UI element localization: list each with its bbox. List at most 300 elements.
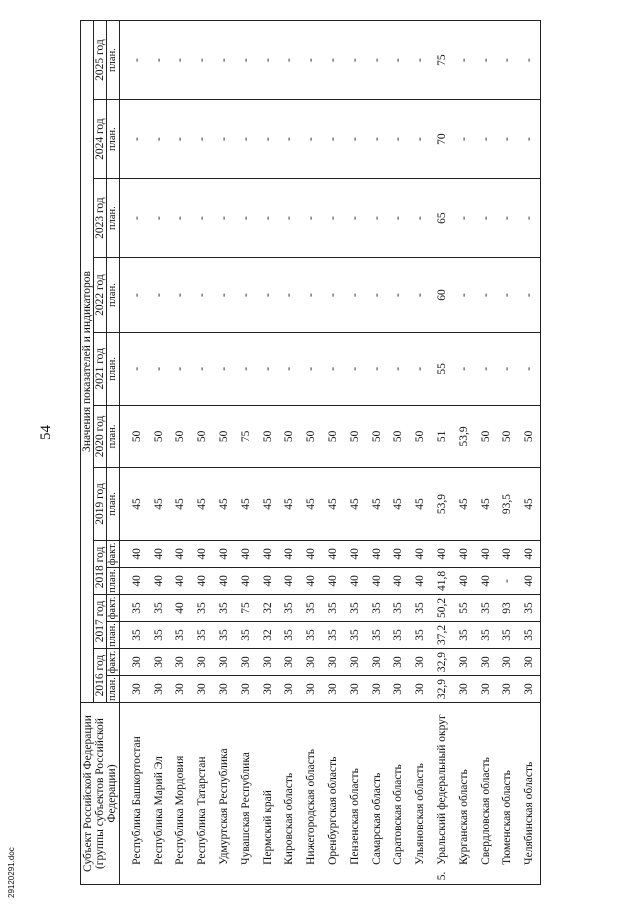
value-cell: 30 — [213, 676, 235, 703]
row-index — [300, 868, 322, 885]
value-cell: - — [475, 100, 497, 179]
value-cell: 40 — [148, 540, 170, 567]
row-index — [344, 868, 366, 885]
table-row — [344, 21, 366, 885]
value-cell: 35 — [126, 621, 148, 648]
value-cell: - — [344, 21, 366, 100]
value-cell: 35 — [409, 594, 431, 621]
table-row — [366, 21, 388, 885]
value-cell: 40 — [366, 567, 388, 594]
plan-header: план. — [107, 258, 120, 333]
value-cell: 40 — [409, 540, 431, 567]
fact-header: факт. — [107, 594, 120, 621]
value-cell: - — [409, 332, 431, 405]
value-cell: 40 — [213, 540, 235, 567]
row-index — [191, 868, 213, 885]
indicators-table — [80, 20, 541, 885]
value-cell: 35 — [453, 621, 475, 648]
table-row — [235, 21, 257, 885]
value-cell: 30 — [344, 649, 366, 676]
value-cell: 40 — [518, 567, 540, 594]
value-cell: - — [191, 258, 213, 333]
value-cell: 35 — [475, 594, 497, 621]
value-cell: 40 — [475, 567, 497, 594]
value-cell: 30 — [170, 649, 192, 676]
value-cell: - — [497, 21, 519, 100]
value-cell: 40 — [300, 567, 322, 594]
table-row — [431, 21, 453, 885]
value-cell: 40 — [170, 567, 192, 594]
value-cell: 40 — [300, 540, 322, 567]
year-header: 2016 год — [94, 649, 107, 703]
value-cell: - — [279, 100, 301, 179]
plan-header: план. — [107, 100, 120, 179]
value-cell: 35 — [366, 621, 388, 648]
value-cell: 30 — [257, 649, 279, 676]
value-cell: 40 — [366, 540, 388, 567]
value-cell: 40 — [453, 567, 475, 594]
value-cell: 30 — [279, 649, 301, 676]
table-row — [300, 21, 322, 885]
value-cell: - — [518, 100, 540, 179]
value-cell: 32,9 — [431, 676, 453, 703]
table-row — [213, 21, 235, 885]
value-cell: 30 — [279, 676, 301, 703]
row-index — [497, 868, 519, 885]
value-cell: 30 — [518, 649, 540, 676]
value-cell: 45 — [300, 468, 322, 541]
value-cell: 55 — [431, 332, 453, 405]
table-row — [170, 21, 192, 885]
value-cell: 30 — [126, 676, 148, 703]
value-cell: - — [170, 100, 192, 179]
value-cell: 50 — [279, 405, 301, 467]
value-cell: - — [257, 21, 279, 100]
value-cell: - — [344, 100, 366, 179]
value-cell: - — [126, 258, 148, 333]
plan-header: план. — [107, 623, 118, 647]
value-cell: - — [170, 179, 192, 258]
subject-name: Чувашская Республика — [235, 703, 257, 868]
subject-name: Оренбургская область — [322, 703, 344, 868]
value-cell: 50 — [257, 405, 279, 467]
value-cell: - — [213, 21, 235, 100]
year-header: 2020 год — [94, 405, 107, 467]
value-cell: 50 — [148, 405, 170, 467]
subject-name: Республика Башкортостан — [126, 703, 148, 868]
value-cell: 40 — [148, 567, 170, 594]
value-cell: - — [300, 21, 322, 100]
value-cell: 40 — [170, 594, 192, 621]
value-cell: 35 — [279, 594, 301, 621]
value-cell: 30 — [497, 676, 519, 703]
value-cell: - — [388, 21, 410, 100]
subject-name: Челябинская область — [518, 703, 540, 868]
value-cell: - — [257, 179, 279, 258]
value-cell: 30 — [409, 676, 431, 703]
value-cell: - — [213, 100, 235, 179]
subject-name: Кировская область — [279, 703, 301, 868]
value-cell: 93,5 — [497, 468, 519, 541]
value-cell: 40 — [388, 540, 410, 567]
value-cell: 40 — [257, 567, 279, 594]
year-header: 2024 год — [94, 100, 107, 179]
value-cell: 65 — [431, 179, 453, 258]
subject-name: Ульяновская область — [409, 703, 431, 868]
value-cell: - — [409, 179, 431, 258]
value-cell: 40 — [279, 567, 301, 594]
value-cell: - — [366, 21, 388, 100]
value-cell: 40 — [322, 567, 344, 594]
table-row — [279, 21, 301, 885]
value-cell: - — [322, 179, 344, 258]
value-cell: - — [409, 258, 431, 333]
row-index: 5. — [431, 868, 453, 885]
table-row — [257, 21, 279, 885]
value-cell: - — [170, 332, 192, 405]
value-cell: 35 — [322, 621, 344, 648]
value-cell: - — [322, 21, 344, 100]
value-cell: - — [453, 179, 475, 258]
year-header: 2019 год — [94, 468, 107, 541]
value-cell: - — [475, 332, 497, 405]
value-cell: - — [191, 21, 213, 100]
value-cell: 30 — [409, 649, 431, 676]
value-cell: 30 — [366, 649, 388, 676]
value-cell: 35 — [213, 594, 235, 621]
page-number: 54 — [38, 425, 54, 440]
value-cell: 35 — [322, 594, 344, 621]
value-cell: 45 — [518, 468, 540, 541]
value-cell: - — [257, 258, 279, 333]
row-index — [213, 868, 235, 885]
table-row — [409, 21, 431, 885]
value-cell: 45 — [409, 468, 431, 541]
value-cell: 30 — [213, 649, 235, 676]
value-cell: - — [366, 258, 388, 333]
value-cell: - — [388, 100, 410, 179]
value-cell: - — [453, 100, 475, 179]
value-cell: - — [148, 258, 170, 333]
indicators-group-header: Значения показателей и индикаторов — [81, 21, 94, 703]
value-cell: 41,8 — [431, 567, 453, 594]
value-cell: - — [475, 258, 497, 333]
value-cell: - — [453, 332, 475, 405]
value-cell: - — [322, 332, 344, 405]
row-index — [453, 868, 475, 885]
value-cell: 30 — [388, 676, 410, 703]
value-cell: 40 — [409, 567, 431, 594]
value-cell: - — [279, 258, 301, 333]
value-cell: - — [257, 100, 279, 179]
value-cell: - — [257, 332, 279, 405]
value-cell: 50,2 — [431, 594, 453, 621]
value-cell: 32 — [257, 621, 279, 648]
value-cell: - — [213, 332, 235, 405]
value-cell: 37,2 — [431, 621, 453, 648]
value-cell: 35 — [388, 594, 410, 621]
value-cell: - — [409, 21, 431, 100]
value-cell: 32,9 — [431, 649, 453, 676]
value-cell: - — [300, 258, 322, 333]
value-cell: 50 — [475, 405, 497, 467]
year-header: 2025 год — [94, 21, 107, 100]
value-cell: - — [344, 332, 366, 405]
value-cell: 35 — [300, 594, 322, 621]
value-cell: - — [366, 179, 388, 258]
row-index — [279, 868, 301, 885]
value-cell: 30 — [191, 676, 213, 703]
subject-name: Самарская область — [366, 703, 388, 868]
value-cell: - — [409, 100, 431, 179]
value-cell: 45 — [257, 468, 279, 541]
table-row — [322, 21, 344, 885]
value-cell: 45 — [235, 468, 257, 541]
value-cell: 35 — [279, 621, 301, 648]
fact-header: факт. — [107, 540, 120, 567]
table-body — [120, 21, 541, 885]
value-cell: - — [279, 21, 301, 100]
value-cell: - — [322, 100, 344, 179]
fact-header: факт. — [107, 649, 120, 676]
value-cell: - — [366, 332, 388, 405]
value-cell: - — [235, 21, 257, 100]
value-cell: 50 — [170, 405, 192, 467]
value-cell: - — [148, 100, 170, 179]
value-cell: 35 — [148, 621, 170, 648]
value-cell: - — [344, 258, 366, 333]
value-cell: 45 — [170, 468, 192, 541]
table-row — [475, 21, 497, 885]
value-cell: 50 — [213, 405, 235, 467]
value-cell: 50 — [191, 405, 213, 467]
value-cell: - — [453, 21, 475, 100]
subject-name: Нижегородская область — [300, 703, 322, 868]
value-cell: 50 — [366, 405, 388, 467]
value-cell: - — [518, 258, 540, 333]
value-cell: 50 — [126, 405, 148, 467]
subject-name: Свердловская область — [475, 703, 497, 868]
value-cell: 60 — [431, 258, 453, 333]
value-cell: 40 — [191, 540, 213, 567]
value-cell: - — [453, 258, 475, 333]
subject-column-header: Субъект Российской Федерации (группы субъектов Российской Федерации) — [81, 703, 120, 885]
value-cell: 30 — [300, 676, 322, 703]
value-cell: 30 — [322, 649, 344, 676]
value-cell: 45 — [213, 468, 235, 541]
value-cell: 45 — [279, 468, 301, 541]
value-cell: 40 — [235, 567, 257, 594]
value-cell: 30 — [453, 676, 475, 703]
value-cell: 30 — [235, 649, 257, 676]
table-row — [453, 21, 475, 885]
value-cell: - — [126, 100, 148, 179]
table-row — [388, 21, 410, 885]
value-cell: 45 — [191, 468, 213, 541]
subject-name: Республика Татарстан — [191, 703, 213, 868]
value-cell: - — [497, 258, 519, 333]
value-cell: 75 — [431, 21, 453, 100]
plan-header: план. — [107, 179, 120, 258]
value-cell: 45 — [475, 468, 497, 541]
value-cell: 35 — [300, 621, 322, 648]
value-cell: 45 — [322, 468, 344, 541]
value-cell: - — [518, 332, 540, 405]
value-cell: 50 — [344, 405, 366, 467]
value-cell: 35 — [366, 594, 388, 621]
value-cell: - — [148, 21, 170, 100]
subject-name: Уральский федеральный округ — [431, 703, 453, 868]
value-cell: 40 — [497, 540, 519, 567]
value-cell: 30 — [191, 649, 213, 676]
value-cell: - — [518, 21, 540, 100]
year-header: 2018 год — [94, 540, 107, 594]
value-cell: - — [300, 100, 322, 179]
subject-name: Тюменская область — [497, 703, 519, 868]
value-cell: - — [235, 332, 257, 405]
value-cell: 50 — [300, 405, 322, 467]
row-index — [409, 868, 431, 885]
row-index — [257, 868, 279, 885]
subject-name: Республика Марий Эл — [148, 703, 170, 868]
value-cell: 30 — [453, 649, 475, 676]
value-cell: 50 — [409, 405, 431, 467]
value-cell: - — [126, 332, 148, 405]
value-cell: 35 — [148, 594, 170, 621]
value-cell: - — [148, 332, 170, 405]
value-cell: 35 — [126, 594, 148, 621]
value-cell: 40 — [344, 540, 366, 567]
value-cell: - — [279, 179, 301, 258]
value-cell: 53,9 — [431, 468, 453, 541]
plan-header: план. — [107, 332, 120, 405]
row-index — [235, 868, 257, 885]
value-cell: - — [126, 179, 148, 258]
value-cell: 35 — [191, 621, 213, 648]
value-cell: 30 — [148, 676, 170, 703]
plan-header: план. — [107, 468, 120, 541]
value-cell: 50 — [497, 405, 519, 467]
plan-header: план. — [107, 405, 120, 467]
plan-header: план. — [107, 569, 118, 593]
value-cell: - — [235, 179, 257, 258]
value-cell: 51 — [431, 405, 453, 467]
value-cell: 40 — [235, 540, 257, 567]
value-cell: 40 — [322, 540, 344, 567]
year-header: 2022 год — [94, 258, 107, 333]
year-header: 2023 год — [94, 179, 107, 258]
value-cell: 40 — [257, 540, 279, 567]
value-cell: 30 — [300, 649, 322, 676]
value-cell: 40 — [344, 567, 366, 594]
value-cell: 35 — [388, 621, 410, 648]
value-cell: 35 — [497, 621, 519, 648]
value-cell: - — [170, 258, 192, 333]
footer-filename: 29120291.doc — [7, 847, 16, 898]
value-cell: 40 — [213, 567, 235, 594]
value-cell: 30 — [170, 676, 192, 703]
value-cell: - — [388, 258, 410, 333]
table-row — [126, 21, 148, 885]
value-cell: 50 — [388, 405, 410, 467]
plan-header: план. — [107, 21, 120, 100]
subject-name: Удмуртская Республика — [213, 703, 235, 868]
value-cell: - — [235, 100, 257, 179]
value-cell: 30 — [475, 649, 497, 676]
value-cell: - — [497, 567, 519, 594]
value-cell: - — [191, 332, 213, 405]
table-header — [81, 21, 120, 885]
value-cell: - — [148, 179, 170, 258]
plan-header: план. — [107, 677, 118, 701]
value-cell: 30 — [518, 676, 540, 703]
table-row — [518, 21, 540, 885]
value-cell: 35 — [475, 621, 497, 648]
value-cell: 35 — [191, 594, 213, 621]
value-cell: 30 — [475, 676, 497, 703]
value-cell: 40 — [431, 540, 453, 567]
row-index — [388, 868, 410, 885]
value-cell: 32 — [257, 594, 279, 621]
value-cell: - — [497, 179, 519, 258]
value-cell: 35 — [518, 594, 540, 621]
value-cell: - — [126, 21, 148, 100]
row-index — [518, 868, 540, 885]
value-cell: - — [300, 332, 322, 405]
value-cell: - — [170, 21, 192, 100]
value-cell: 45 — [453, 468, 475, 541]
subject-name: Курганская область — [453, 703, 475, 868]
value-cell: 30 — [126, 649, 148, 676]
year-header: 2021 год — [94, 332, 107, 405]
value-cell: - — [191, 100, 213, 179]
value-cell: - — [475, 21, 497, 100]
value-cell: 30 — [322, 676, 344, 703]
value-cell: 45 — [344, 468, 366, 541]
value-cell: 40 — [388, 567, 410, 594]
row-index — [475, 868, 497, 885]
value-cell: - — [191, 179, 213, 258]
value-cell: - — [388, 332, 410, 405]
value-cell: 70 — [431, 100, 453, 179]
value-cell: 45 — [148, 468, 170, 541]
value-cell: 35 — [344, 621, 366, 648]
table-row — [497, 21, 519, 885]
value-cell: 35 — [409, 621, 431, 648]
value-cell: - — [388, 179, 410, 258]
value-cell: 30 — [497, 649, 519, 676]
value-cell: 55 — [453, 594, 475, 621]
value-cell: 40 — [453, 540, 475, 567]
value-cell: 93 — [497, 594, 519, 621]
value-cell: 40 — [126, 567, 148, 594]
value-cell: 30 — [235, 676, 257, 703]
value-cell: - — [213, 179, 235, 258]
value-cell: - — [497, 332, 519, 405]
table-row — [191, 21, 213, 885]
value-cell: - — [279, 332, 301, 405]
value-cell: 75 — [235, 594, 257, 621]
value-cell: - — [475, 179, 497, 258]
value-cell: 50 — [518, 405, 540, 467]
value-cell: - — [366, 100, 388, 179]
value-cell: 35 — [344, 594, 366, 621]
value-cell: 30 — [344, 676, 366, 703]
value-cell: 40 — [126, 540, 148, 567]
row-index — [170, 868, 192, 885]
value-cell: 35 — [518, 621, 540, 648]
value-cell: - — [344, 179, 366, 258]
